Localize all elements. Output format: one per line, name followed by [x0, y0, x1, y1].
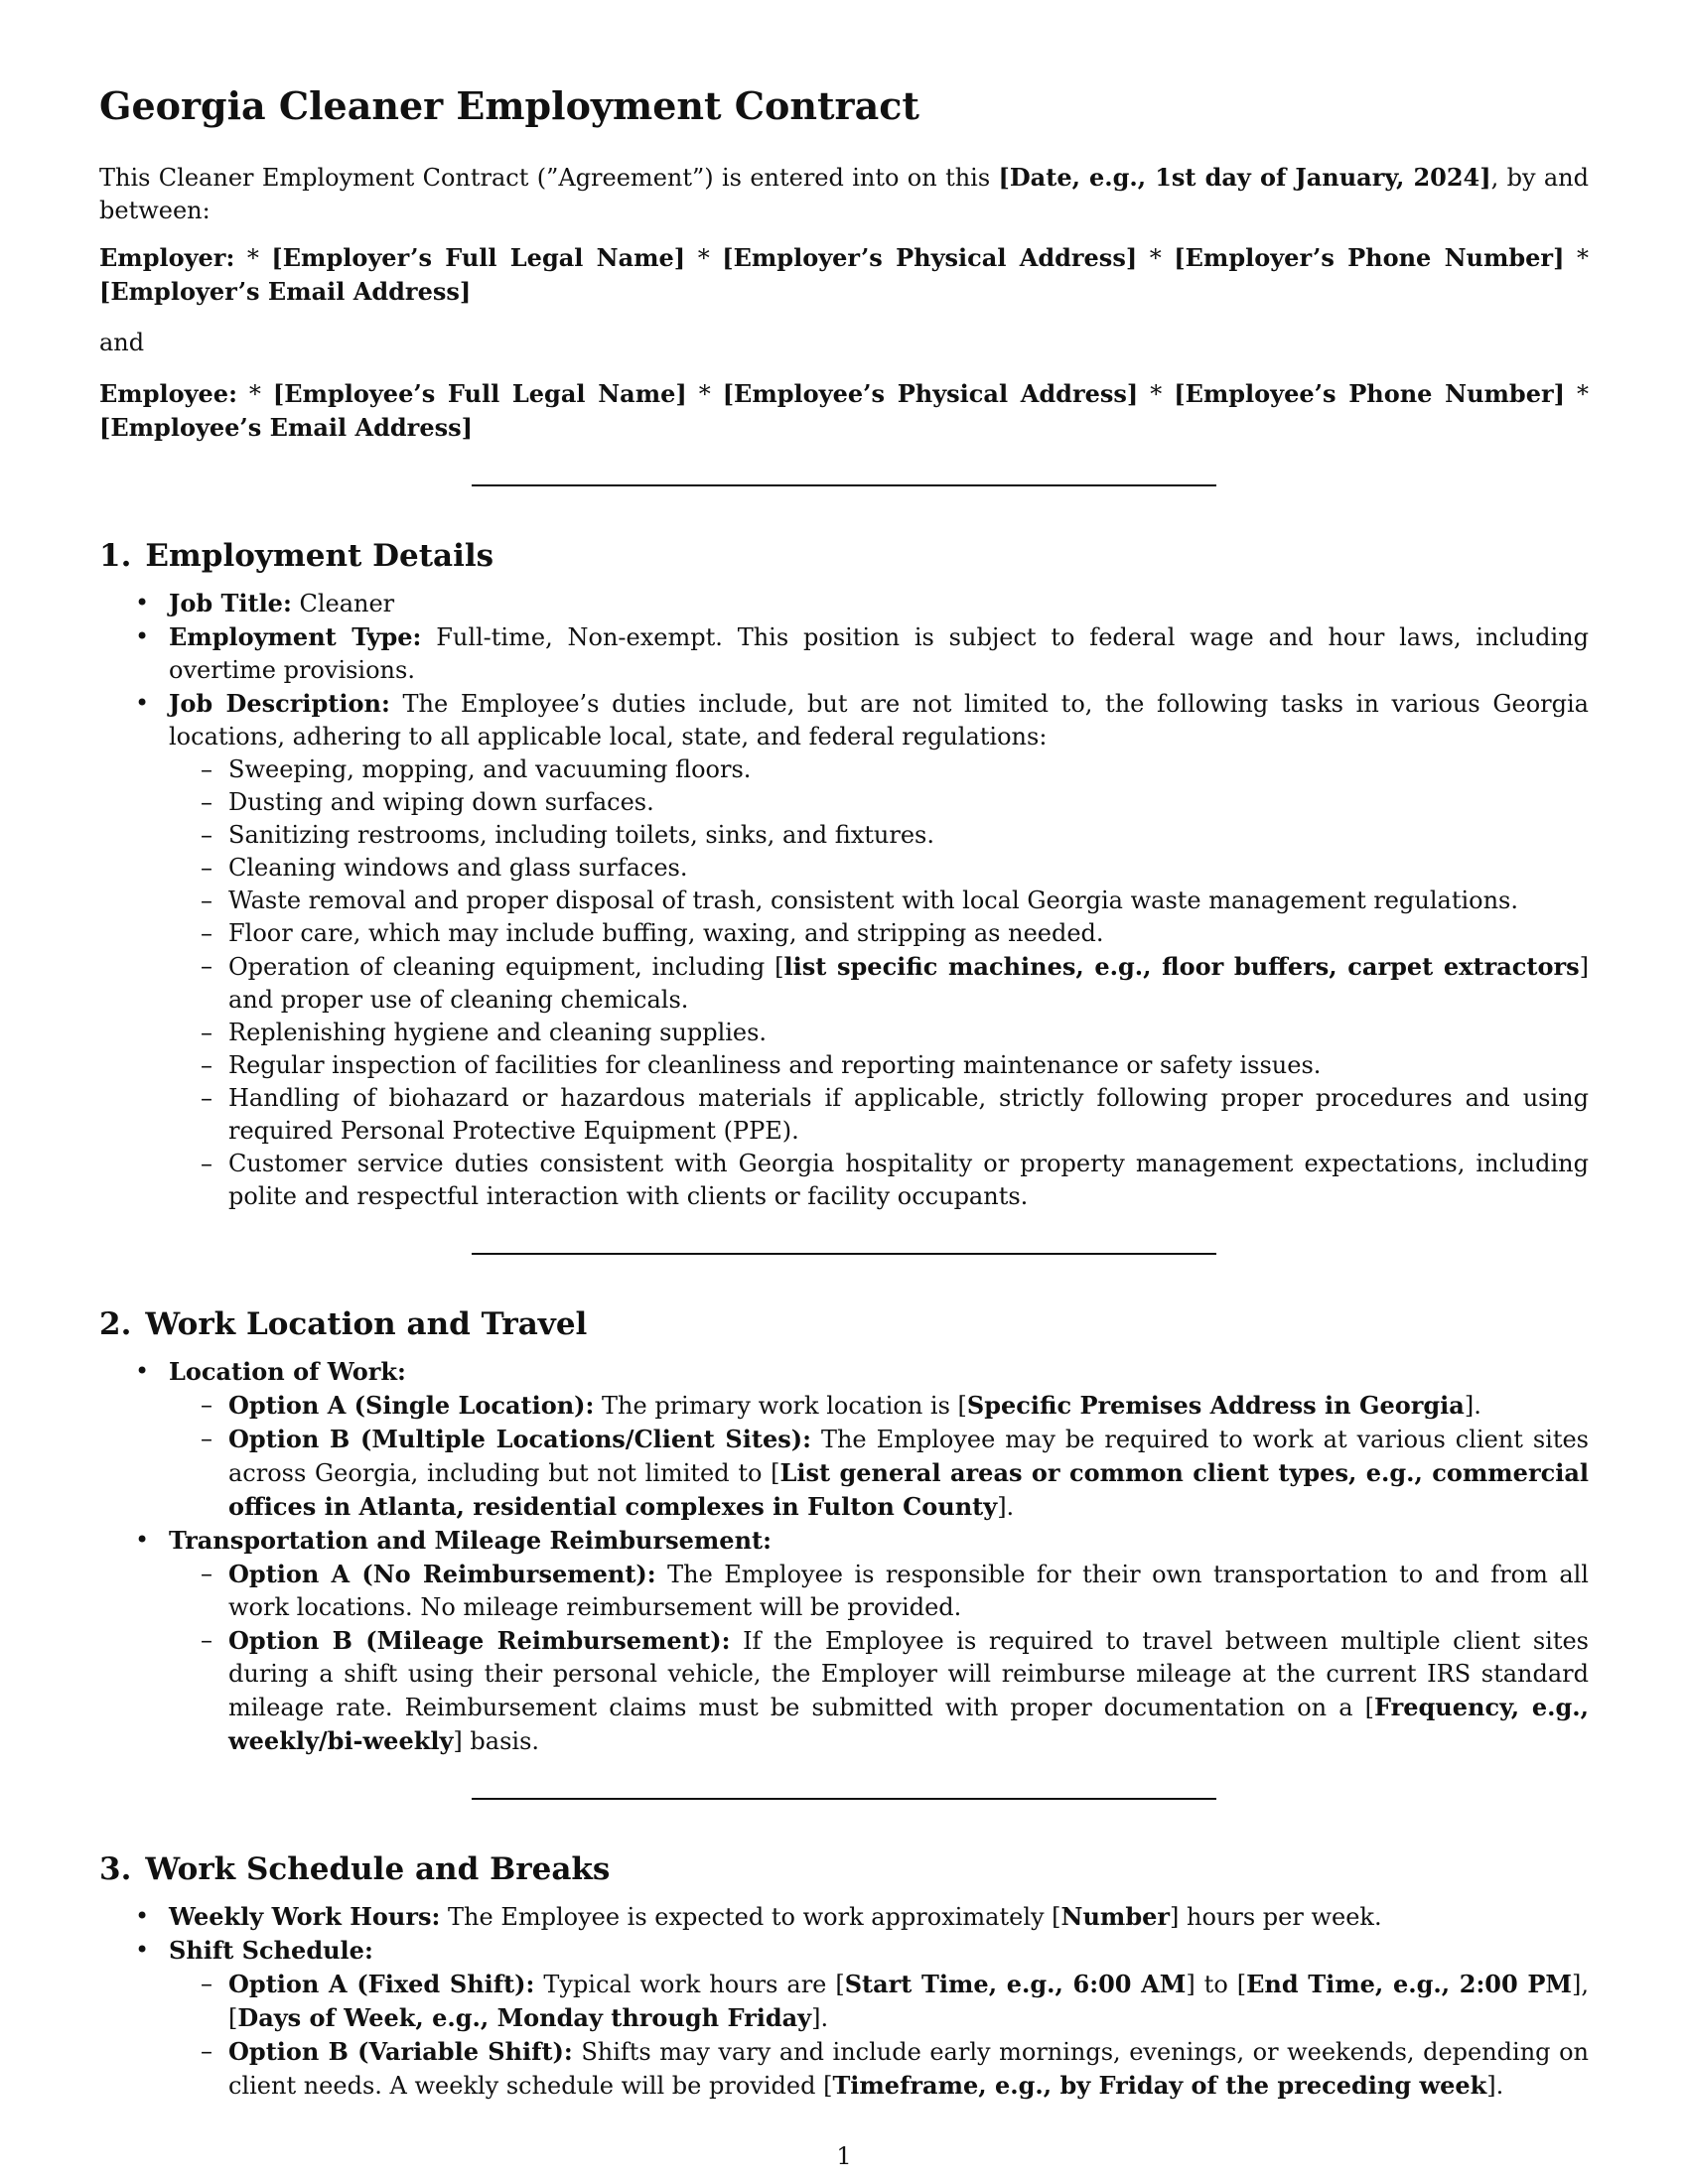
list-item: – Handling of biohazard or hazardous materials if applicable, strictly following proper procedures and using required Personal Protective Equipment (PPE).: [169, 1082, 1589, 1148]
section-heading-employment-details: 1. Employment Details: [99, 537, 494, 574]
list-item: – Option B (Mileage Reimbursement): If the Employee is required to travel between multiple client sites during a shift using their personal vehicle, the Employer will reimburse mileage at the current IRS standard mileage rate. Reimbursement claims must be submitted with proper documentation on a [Frequency, e.g., weekly/bi-weekly] basis.: [169, 1624, 1589, 1758]
list-item: – Operation of cleaning equipment, including [list specific machines, e.g., floor buffers, carpet extractors] and proper use of cleaning chemicals.: [169, 950, 1589, 1017]
list-item: • Employment Type: Full-time, Non-exempt. This position is subject to federal wage and hour laws, including overtime provisions.: [99, 620, 1589, 687]
list-item: – Replenishing hygiene and cleaning supplies.: [169, 1017, 1589, 1049]
document-title: Georgia Cleaner Employment Contract: [99, 83, 919, 128]
employer-block: Employer: * [Employer’s Full Legal Name] * [Employer’s Physical Address] * [Employer’s Phone Number] * [Employer’s Email Address]: [99, 242, 1589, 306]
list-item: • Shift Schedule: – Option A (Fixed Shift): Typical work hours are [Start Time, e.g., 6:00 AM] to [End Time, e.g., 2:00 PM], [Days of Week, e.g., Monday through Friday]. – Option B (Variable Shift): Shifts may vary and include early mornings, evenings, or weekends, depending on client needs. A weekly schedule will be provided [Timeframe, e.g., by Friday of the preceding week].: [99, 1934, 1589, 2103]
section-heading-work-schedule: 3. Work Schedule and Breaks: [99, 1850, 611, 1887]
list-item: – Customer service duties consistent with Georgia hospitality or property management expectations, including polite and respectful interaction with clients or facility occupants.: [169, 1148, 1589, 1213]
work-schedule-list: [99, 1900, 1589, 2103]
list-item: – Waste removal and proper disposal of trash, consistent with local Georgia waste management regulations.: [169, 885, 1589, 917]
section-divider: [472, 1798, 1216, 1800]
list-item: – Option B (Variable Shift): Shifts may vary and include early mornings, evenings, or weekends, depending on client needs. A weekly schedule will be provided [Timeframe, e.g., by Friday of the preceding week].: [169, 2035, 1589, 2103]
list-item: – Option A (Fixed Shift): Typical work hours are [Start Time, e.g., 6:00 AM] to [End Time, e.g., 2:00 PM], [Days of Week, e.g., Monday through Friday].: [169, 1968, 1589, 2035]
list-item: – Option A (Single Location): The primary work location is [Specific Premises Address in Georgia].: [169, 1389, 1589, 1423]
list-item: • Job Description: The Employee’s duties include, but are not limited to, the following tasks in various Georgia locations, adhering to all applicable local, state, and federal regulations: – Sweeping, mopping, and vacuuming floors. – Dusting and wiping down surfaces. – Sanitizing restrooms, including toilets, sinks, and fixtures. – Cleaning windows and glass surfaces. – Waste removal and proper disposal of trash, consistent with local Georgia waste management regulations. – Floor care, which may include buffing, waxing, and stripping as needed. – Operation of cleaning equipment, including [list specific machines, e.g., floor buffers, carpet extractors] and proper use of cleaning chemicals. – Replenishing hygiene and cleaning supplies. – Regular inspection of facilities for cleanliness and reporting maintenance or safety issues. – Handling of biohazard or hazardous materials if applicable, strictly following proper procedures and using required Personal Protective Equipment (PPE). – Customer service duties consistent with Georgia hospitality or property management expectations, including polite and respectful interaction with clients or facility occupants.: [99, 687, 1589, 1213]
employment-details-list: [99, 587, 1589, 1213]
list-item: – Sweeping, mopping, and vacuuming floors.: [169, 753, 1589, 786]
duties-list: [169, 753, 1589, 1213]
document-body: [99, 83, 1589, 2103]
intro-paragraph: This Cleaner Employment Contract (”Agreement”) is entered into on this [Date, e.g., 1st day of January, 2024], by and between:: [99, 162, 1589, 224]
list-item: – Cleaning windows and glass surfaces.: [169, 852, 1589, 885]
list-item: – Floor care, which may include buffing, waxing, and stripping as needed.: [169, 917, 1589, 950]
list-item: – Regular inspection of facilities for cleanliness and reporting maintenance or safety issues.: [169, 1049, 1589, 1082]
list-item: • Location of Work: – Option A (Single Location): The primary work location is [Specific Premises Address in Georgia]. – Option B (Multiple Locations/Client Sites): The Employee may be required to work at various client sites across Georgia, including but not limited to [List general areas or common client types, e.g., commercial offices in Atlanta, residential complexes in Fulton County].: [99, 1355, 1589, 1524]
employee-label: Employee:: [99, 378, 237, 408]
employee-block: Employee: * [Employee’s Full Legal Name] * [Employee’s Physical Address] * [Employee’s Phone Number] * [Employee’s Email Address]: [99, 378, 1589, 442]
and-text: and: [99, 328, 145, 356]
list-item: • Transportation and Mileage Reimbursement: – Option A (No Reimbursement): The Employee is responsible for their own transportation to and from all work locations. No mileage reimbursement will be provided. – Option B (Mileage Reimbursement): If the Employee is required to travel between multiple client sites during a shift using their personal vehicle, the Employer will reimburse mileage at the current IRS standard mileage rate. Reimbursement claims must be submitted with proper documentation on a [Frequency, e.g., weekly/bi-weekly] basis.: [99, 1524, 1589, 1758]
page-number: 1: [836, 2142, 852, 2170]
list-item: – Sanitizing restrooms, including toilets, sinks, and fixtures.: [169, 819, 1589, 852]
date-placeholder: [Date, e.g., 1st day of January, 2024]: [998, 162, 1491, 192]
section-heading-work-location: 2. Work Location and Travel: [99, 1305, 588, 1342]
section-divider: [472, 1253, 1216, 1255]
section-divider: [472, 484, 1216, 486]
list-item: • Weekly Work Hours: The Employee is expected to work approximately [Number] hours per week.: [99, 1900, 1589, 1934]
work-location-list: [99, 1355, 1589, 1758]
list-item: – Option A (No Reimbursement): The Employee is responsible for their own transportation to and from all work locations. No mileage reimbursement will be provided.: [169, 1558, 1589, 1624]
list-item: • Job Title: Cleaner: [99, 587, 1589, 620]
list-item: – Option B (Multiple Locations/Client Sites): The Employee may be required to work at various client sites across Georgia, including but not limited to [List general areas or common client types, e.g., commercial offices in Atlanta, residential complexes in Fulton County].: [169, 1423, 1589, 1524]
list-item: – Dusting and wiping down surfaces.: [169, 786, 1589, 819]
employer-label: Employer:: [99, 242, 235, 272]
